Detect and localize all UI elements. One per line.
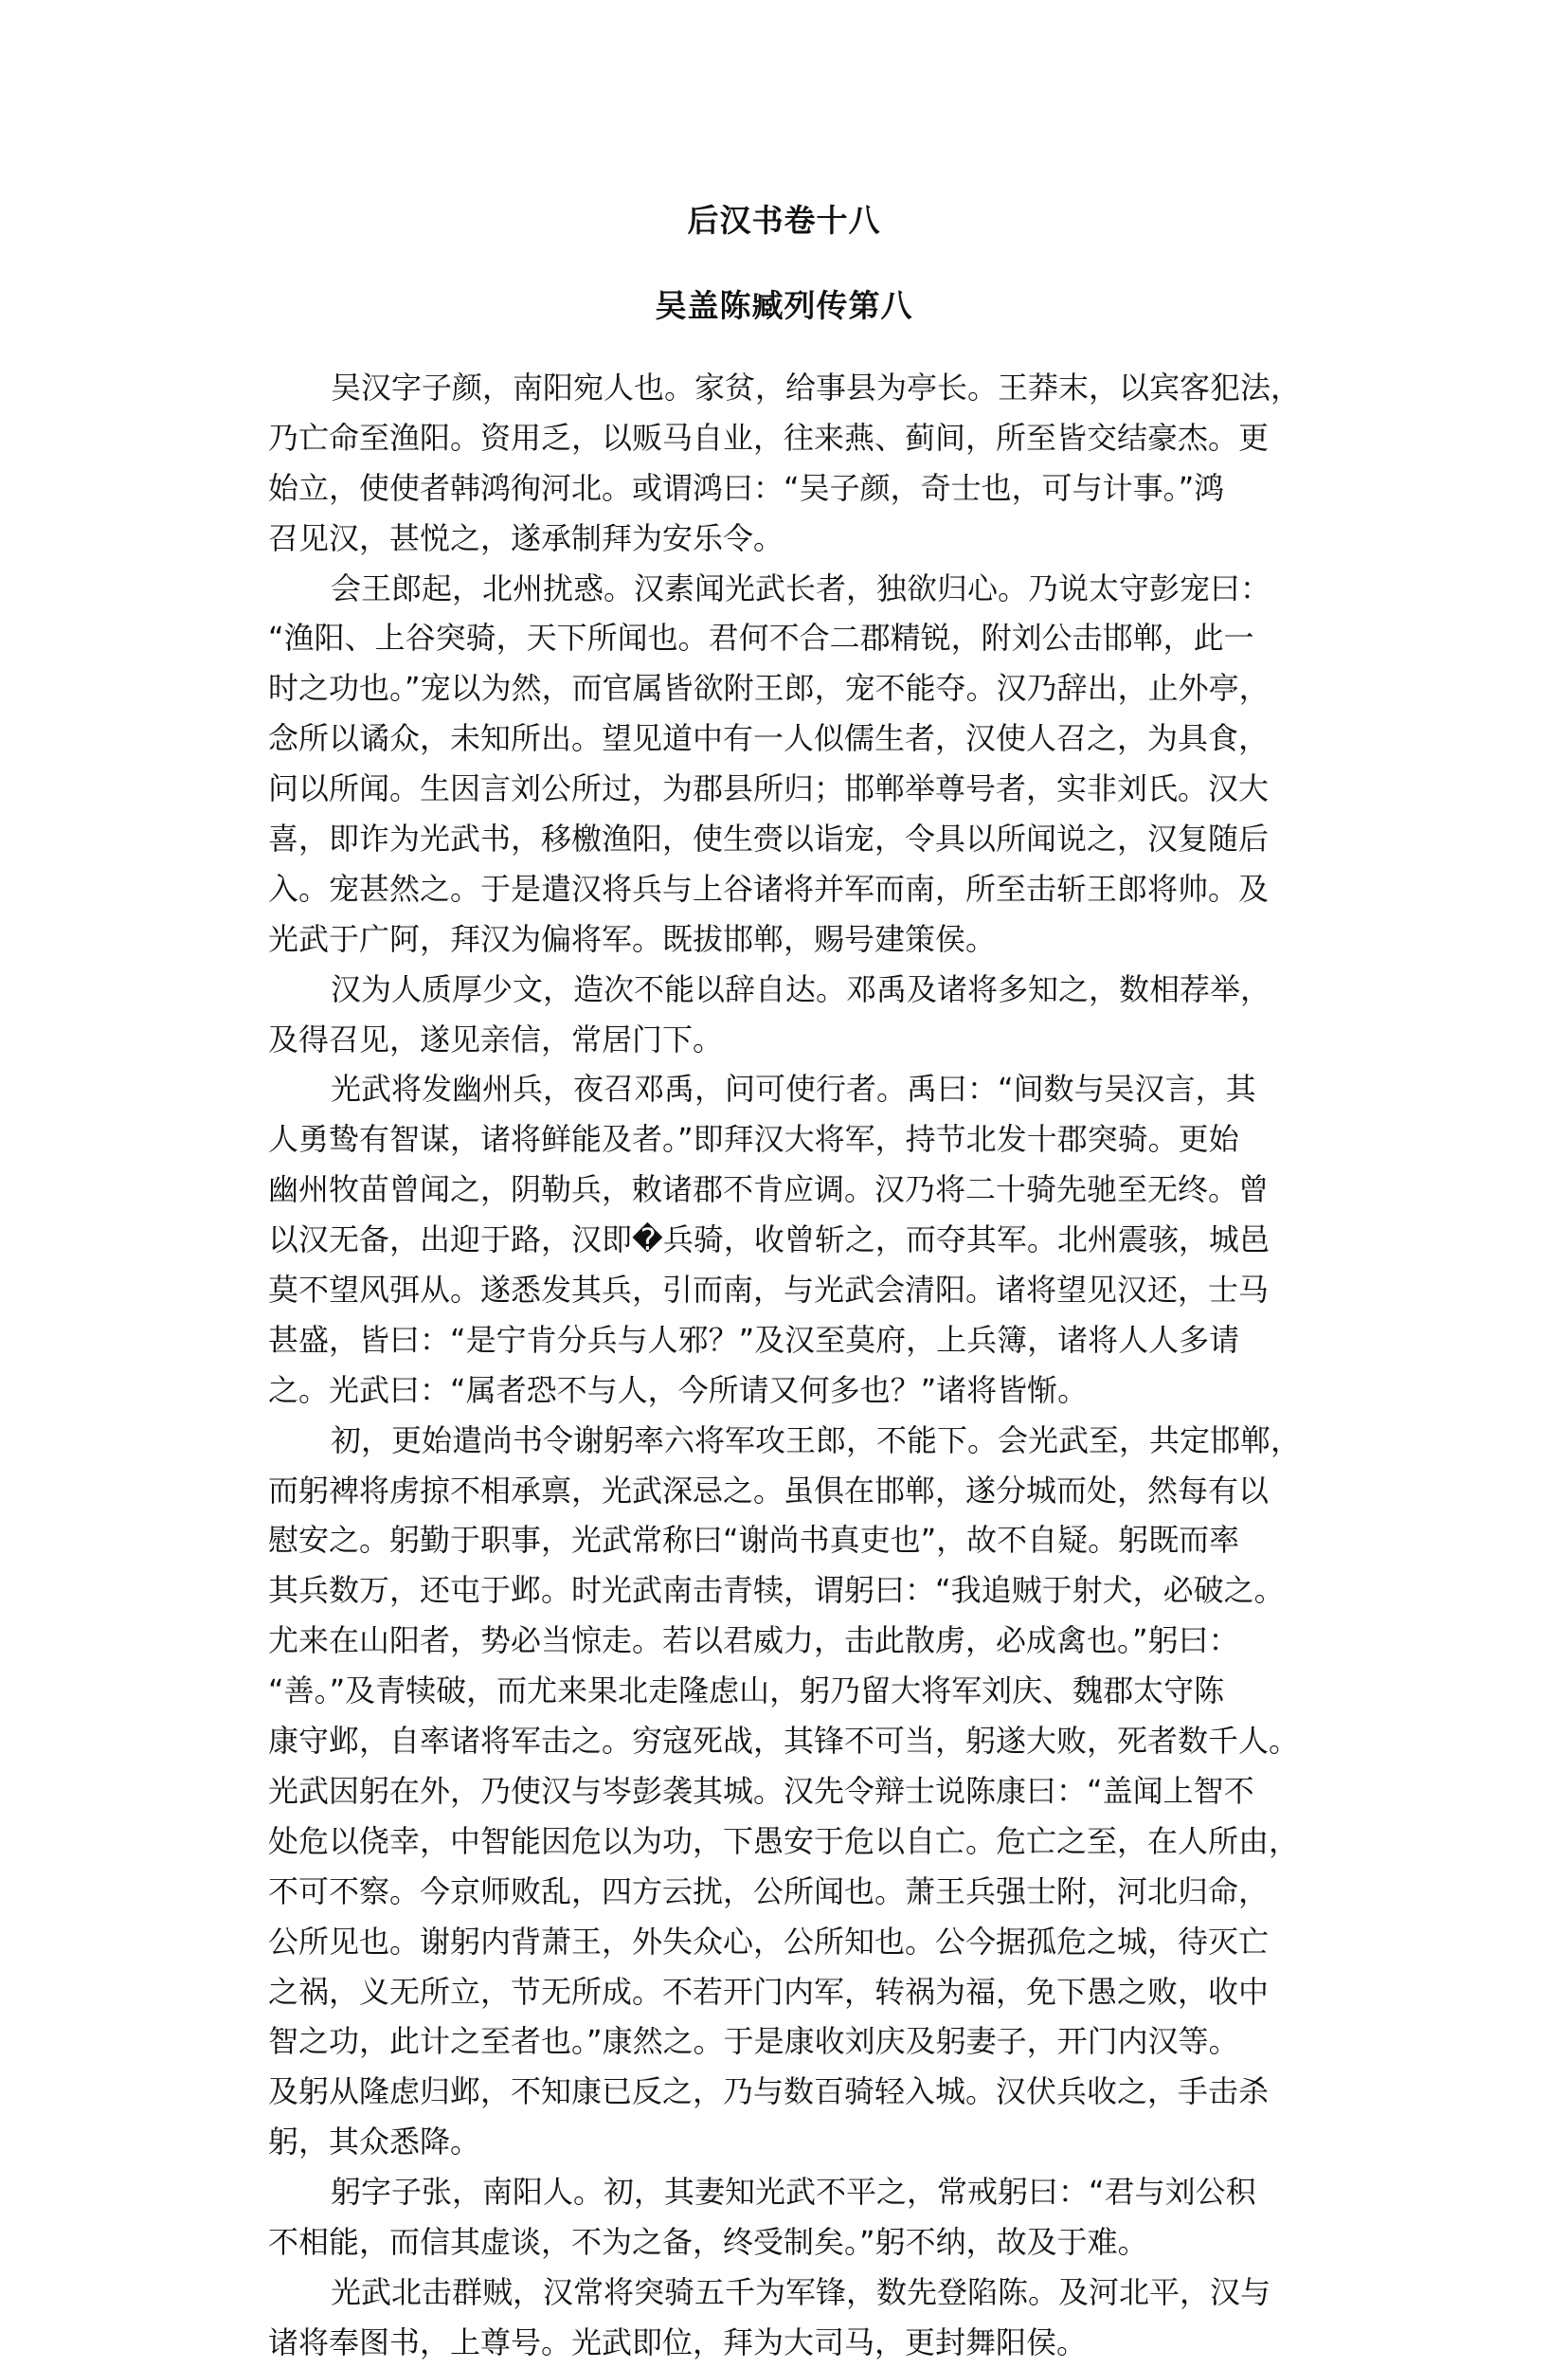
text-line: 时之功也。”宠以为然，而官属皆欲附王郎，宠不能夺。汉乃辞出，止外亭， [268,670,1270,707]
text-line: 入。宠甚然之。于是遣汉将兵与上谷诸将并军而南，所至击斩王郎将帅。及 [268,870,1270,907]
text-line: 康守邺，自率诸将军击之。穷寇死战，其锋不可当，躬遂大败，死者数千人。 [268,1723,1300,1760]
chapter-title: 吴盖陈臧列传第八 [655,287,913,324]
text-line: 处危以侥幸，中智能因危以为功，下愚安于危以自亡。危亡之至，在人所由， [268,1822,1300,1859]
text-line: 始立，使使者韩鸿徇河北。或谓鸿曰：“吴子颜，奇士也，可与计事。”鸿 [268,469,1225,506]
text-line: 汉为人质厚少文，造次不能以辞自达。邓禹及诸将多知之，数相荐举， [331,970,1271,1007]
text-line: 光武于广阿，拜汉为偏将军。既拔邯郸，赐号建策侯。 [268,920,997,957]
text-line: 光武北击群贼，汉常将突骑五千为军锋，数先登陷陈。及河北平，汉与 [331,2273,1271,2310]
text-line: 其兵数万，还屯于邺。时光武南击青犊，谓躬曰：“我追贼于射犬，必破之。 [268,1572,1285,1609]
text-line: “善。”及青犊破，而尤来果北走隆虑山，躬乃留大将军刘庆、魏郡太守陈 [268,1672,1225,1709]
text-line: 乃亡命至渔阳。资用乏，以贩马自业，往来燕、蓟间，所至皆交结豪杰。更 [268,419,1270,456]
text-line: 莫不望风弭从。遂悉发其兵，引而南，与光武会清阳。诸将望见汉还，士马 [268,1272,1270,1309]
text-line: 以汉无备，出迎于路，汉即�兵骑，收曾斩之，而夺其军。北州震骇，城邑 [268,1221,1270,1258]
text-line: 召见汉，甚悦之，遂承制拜为安乐令。 [268,519,784,556]
text-line: 问以所闻。生因言刘公所过，为郡县所归；邯郸举尊号者，实非刘氏。汉大 [268,770,1270,807]
text-line: 会王郎起，北州扰惑。汉素闻光武长者，独欲归心。乃说太守彭宠曰： [331,569,1271,606]
text-line: 念所以谲众，未知所出。望见道中有一人似儒生者，汉使人召之，为具食， [268,720,1270,757]
text-line: 甚盛，皆曰：“是宁肯分兵与人邪？”及汉至莫府，上兵簿，诸将人人多请 [268,1321,1240,1358]
text-line: 智之功，此计之至者也。”康然之。于是康收刘庆及躬妻子，开门内汉等。 [268,2023,1239,2060]
text-line: 及得召见，遂见亲信，常居门下。 [268,1021,724,1057]
text-line: 初，更始遣尚书令谢躬率六将军攻王郎，不能下。会光武至，共定邯郸， [331,1421,1302,1458]
text-line: 不相能，而信其虚谈，不为之备，终受制矣。”躬不纳，故及于难。 [268,2223,1148,2260]
text-line: 躬，其众悉降。 [268,2124,481,2160]
text-line: “渔阳、上谷突骑，天下所闻也。君何不合二郡精锐，附刘公击邯郸，此一 [268,620,1254,657]
text-line: 之祸，义无所立，节无所成。不若开门内军，转祸为福，免下愚之败，收中 [268,1973,1270,2010]
text-line: 诸将奉图书，上尊号。光武即位，拜为大司马，更封舞阳侯。 [268,2323,1088,2360]
text-line: 之。光武曰：“属者恐不与人，今所请又何多也？”诸将皆惭。 [268,1371,1089,1408]
text-line: 幽州牧苗曾闻之，阴勒兵，敕诸郡不肯应调。汉乃将二十骑先驰至无终。曾 [268,1171,1270,1208]
text-line: 慰安之。躬勤于职事，光武常称曰“谢尚书真吏也”，故不自疑。躬既而率 [268,1522,1240,1559]
text-line: 不可不察。今京师败乱，四方云扰，公所闻也。萧王兵强士附，河北归命， [268,1872,1270,1909]
text-line: 而躬裨将虏掠不相承禀，光武深忌之。虽俱在邯郸，遂分城而处，然每有以 [268,1472,1270,1509]
text-line: 尤来在山阳者，势必当惊走。若以君威力，击此散虏，必成禽也。”躬曰： [268,1622,1239,1659]
book-title: 后汉书卷十八 [687,202,881,239]
text-line: 光武因躬在外，乃使汉与岑彭袭其城。汉先令辩士说陈康曰：“盖闻上智不 [268,1772,1254,1809]
text-line: 喜，即诈为光武书，移檄渔阳，使生赍以诣宠，令具以所闻说之，汉复随后 [268,821,1270,858]
text-line: 光武将发幽州兵，夜召邓禹，问可使行者。禹曰：“间数与吴汉言，其 [331,1071,1256,1108]
body-text [268,363,1310,2368]
text-line: 及躬从隆虑归邺，不知康已反之，乃与数百骑轻入城。汉伏兵收之，手击杀 [268,2073,1270,2110]
text-line: 吴汉字子颜，南阳宛人也。家贫，给事县为亭长。王莽末，以宾客犯法， [331,370,1302,406]
text-line: 人勇鸷有智谋，诸将鲜能及者。”即拜汉大将军，持节北发十郡突骑。更始 [268,1121,1239,1158]
text-line: 躬字子张，南阳人。初，其妻知光武不平之，常戒躬曰：“君与刘公积 [331,2174,1256,2211]
text-line: 公所见也。谢躬内背萧王，外失众心，公所知也。公今据孤危之城，待灭亡 [268,1923,1270,1960]
